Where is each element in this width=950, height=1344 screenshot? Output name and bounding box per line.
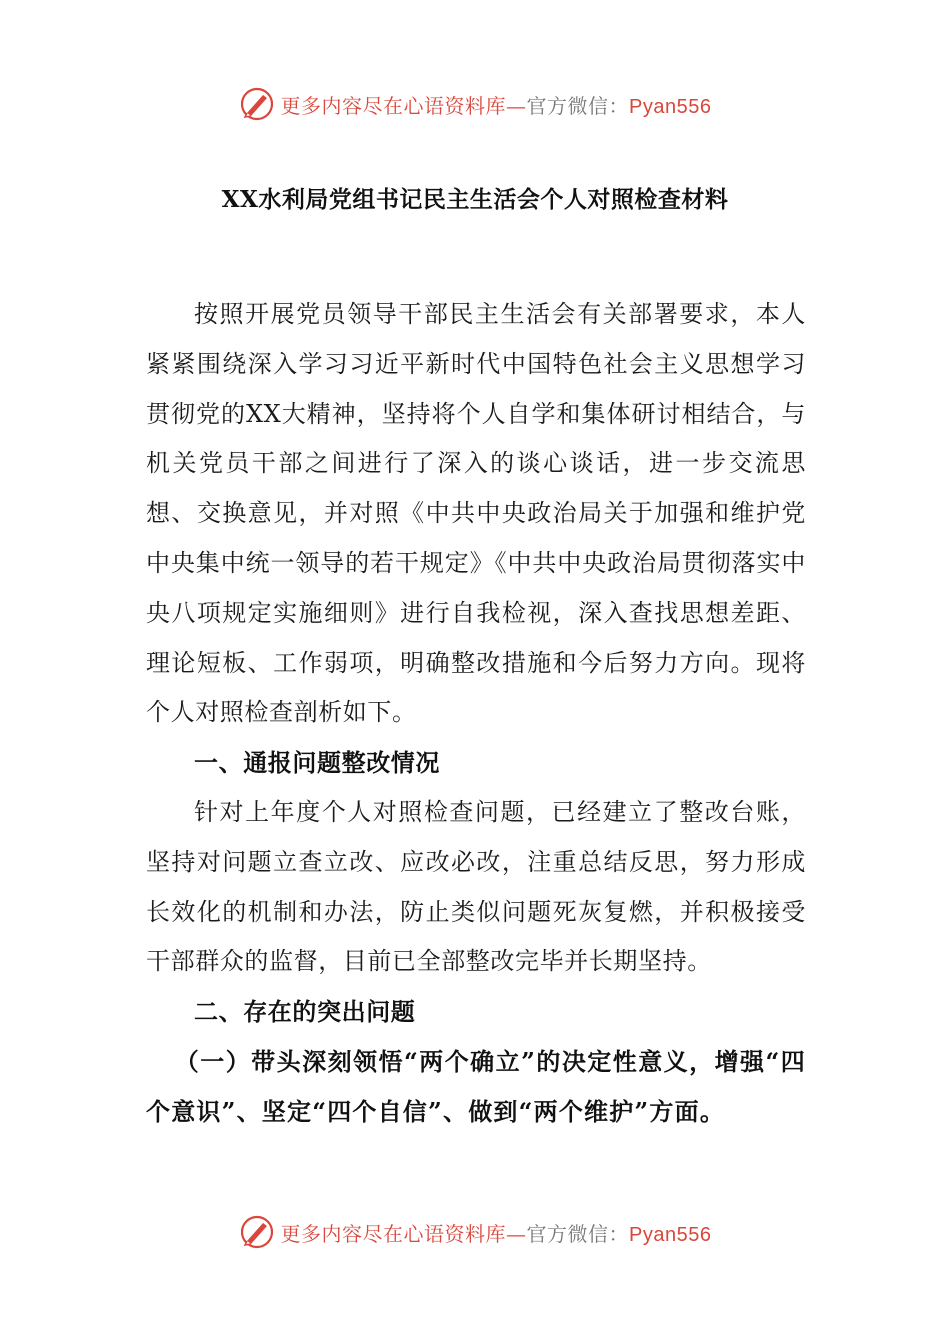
watermark-wechat-label: 官方微信： [526, 93, 630, 118]
pen-logo-icon [239, 1214, 275, 1250]
watermark-banner-bottom [0, 1210, 950, 1254]
watermark-text [281, 90, 712, 119]
section-1-paragraph: 针对上年度个人对照检查问题，已经建立了整改台账，坚持对问题立查立改、应改必改，注重总结反思，努力形成长效化的机制和办法，防止类似问题死灰复燃，并积极接受干部群众的监督，目前已全部整改完毕并长期坚持。 [146, 797, 806, 976]
intro-paragraph: 按照开展党员领导干部民主生活会有关部署要求，本人紧紧围绕深入学习习近平新时代中国特色社会主义思想学习贯彻党的XX大精神，坚持将个人自学和集体研讨相结合，与机关党员干部之间进行了深入的谈心谈话，进一步交流思想、交换意见，并对照《中共中央政治局关于加强和维护党中央集中统一领导的若干规定》《中共中央政治局贯彻落实中央八项规定实施细则》进行自我检视，深入查找思想差距、理论短板、工作弱项，明确整改措施和今后努力方向。现将个人对照检查剖析如下。 [146, 300, 806, 727]
section-2-heading: 二、存在的突出问题 [194, 997, 416, 1027]
watermark-wechat-id: Pyan556 [629, 95, 712, 118]
watermark-banner-top [0, 82, 950, 126]
watermark-wechat-id: Pyan556 [629, 1223, 712, 1246]
document-title: XX水利局党组书记民主生活会个人对照检查材料 [221, 186, 729, 213]
section-1-heading: 一、通报问题整改情况 [194, 748, 440, 778]
watermark-main: 更多内容尽在心语资料库— [280, 1221, 527, 1246]
watermark-text [281, 1218, 712, 1247]
pen-logo-icon [239, 86, 275, 122]
watermark-main: 更多内容尽在心语资料库— [280, 93, 527, 118]
section-2-subheading-1: （一）带头深刻领悟“两个确立”的决定性意义，增强“四个意识”、坚定“四个自信”、做到“两个维护”方面。 [146, 1046, 806, 1126]
document-body [146, 290, 806, 1137]
watermark-wechat-label: 官方微信： [526, 1221, 630, 1246]
